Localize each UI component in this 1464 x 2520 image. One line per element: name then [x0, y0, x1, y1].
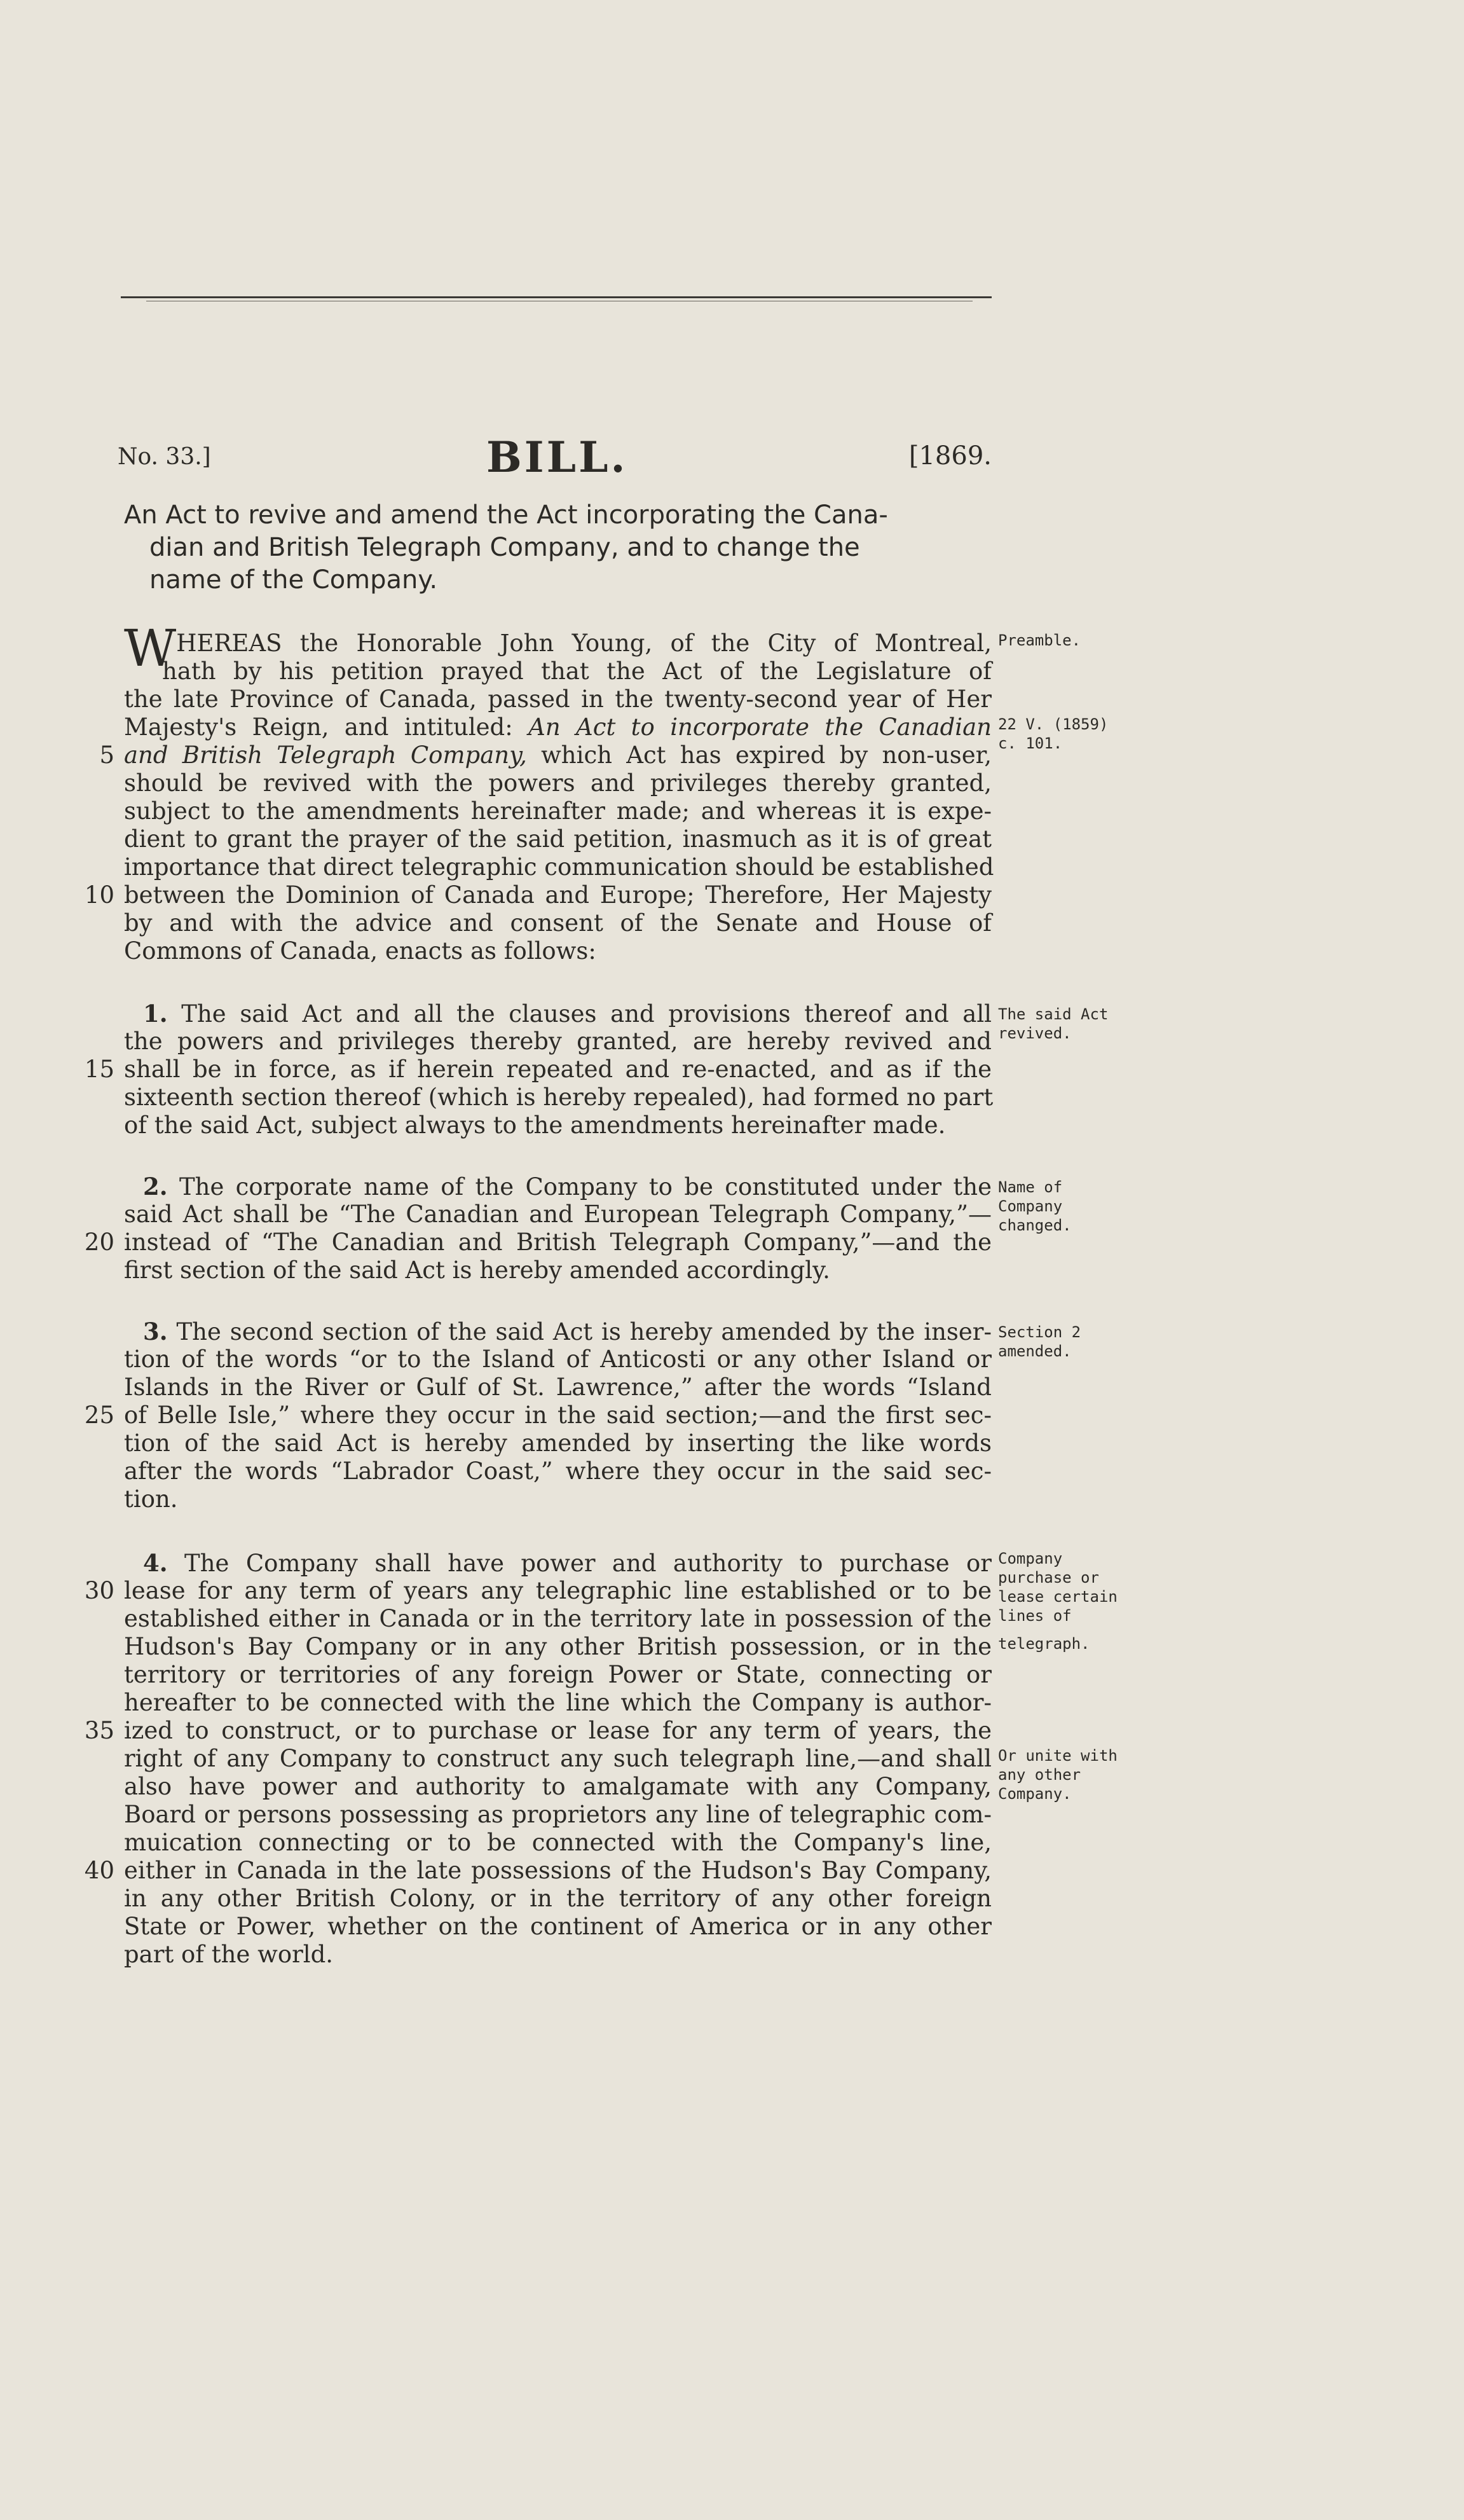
section-2-line: 2. The corporate name of the Company to be constituted under the — [143, 1173, 992, 1201]
margin-note-section-4: any other — [998, 1766, 1081, 1784]
margin-note-section-4: Company — [998, 1550, 1063, 1567]
section-3-line: Islands in the River or Gulf of St. Lawrence,” after the words “Island — [124, 1374, 992, 1401]
section-4-line: hereafter to be connected with the line which the Company is author- — [124, 1689, 992, 1716]
margin-note-section-4: Company. — [998, 1785, 1072, 1803]
section-4-line: established either in Canada or in the territory late in possession of the — [124, 1605, 992, 1632]
preamble-line: Majesty's Reign, and intituled: An Act to incorporate the Canadian — [124, 713, 992, 741]
margin-note-section-2: Company — [998, 1197, 1063, 1215]
section-4-line: in any other British Colony, or in the territory of any other foreign — [124, 1885, 992, 1912]
section-3-line: of Belle Isle,” where they occur in the said section;—and the first sec- — [124, 1401, 992, 1429]
section-4-line: ized to construct, or to purchase or lease for any term of years, the — [124, 1717, 992, 1744]
section-4-line: State or Power, whether on the continent of America or in any other — [124, 1913, 992, 1940]
bill-number: No. 33.] — [118, 444, 211, 470]
bill-header — [118, 432, 992, 483]
preamble-line: between the Dominion of Canada and Europe; Therefore, Her Majesty — [124, 881, 992, 909]
section-3-line: 3. The second section of the said Act is hereby amended by the inser- — [143, 1318, 992, 1346]
section-4-line: territory or territories of any foreign Power or State, connecting or — [124, 1661, 992, 1688]
margin-note-section-4: lines of — [998, 1607, 1072, 1625]
section-3-line: tion of the words “or to the Island of Anticosti or any other Island or — [124, 1346, 992, 1373]
margin-note-section-1: The said Act — [998, 1005, 1109, 1023]
section-1-line: 1. The said Act and all the clauses and provisions thereof and all — [143, 1000, 992, 1028]
title-line: name of the Company. — [149, 565, 438, 595]
preamble-line: dient to grant the prayer of the said petition, inasmuch as it is of great — [124, 825, 992, 853]
margin-note-section-4: purchase or — [998, 1569, 1099, 1587]
line-number: 5 — [99, 741, 114, 769]
section-2-line: instead of “The Canadian and British Telegraph Company,”—and the — [124, 1229, 992, 1256]
preamble-line: hath by his petition prayed that the Act of the Legislature of — [162, 658, 992, 685]
line-number: 20 — [84, 1229, 114, 1256]
top-rule — [121, 296, 992, 298]
margin-note-section-4: Or unite with — [998, 1747, 1118, 1765]
margin-note-section-4: telegraph. — [998, 1635, 1090, 1653]
section-4-line: part of the world. — [124, 1941, 334, 1968]
margin-note-section-4: lease certain — [998, 1588, 1118, 1606]
preamble-line: should be revived with the powers and privileges thereby granted, — [124, 769, 992, 797]
preamble-line: WHEREAS the Honorable John Young, of the City of Montreal, — [124, 619, 992, 678]
section-1-line: the powers and privileges thereby granted, are hereby revived and — [124, 1028, 992, 1055]
line-number: 35 — [84, 1717, 114, 1744]
margin-note-section-2: changed. — [998, 1216, 1072, 1234]
preamble-line: and British Telegraph Company, which Act has expired by non-user, — [124, 741, 992, 769]
margin-note-citation: c. 101. — [998, 734, 1063, 752]
bill-year: [1869. — [908, 441, 992, 471]
section-3-line: after the words “Labrador Coast,” where they occur in the said sec- — [124, 1457, 992, 1485]
section-4-line: also have power and authority to amalgamate with any Company, — [124, 1773, 992, 1800]
section-4-line: Hudson's Bay Company or in any other British possession, or in the — [124, 1633, 992, 1660]
preamble-line: the late Province of Canada, passed in the twenty-second year of Her — [124, 685, 992, 713]
section-4-line: Board or persons possessing as proprietors any line of telegraphic com- — [124, 1801, 992, 1828]
margin-note-citation: 22 V. (1859) — [998, 715, 1109, 733]
section-4-line: 4. The Company shall have power and authority to purchase or — [143, 1549, 992, 1577]
section-3-line: tion of the said Act is hereby amended by inserting the like words — [124, 1429, 992, 1457]
title-line: dian and British Telegraph Company, and to change the — [149, 533, 860, 562]
section-4-line: right of any Company to construct any such telegraph line,—and shall — [124, 1745, 992, 1772]
section-4-line: either in Canada in the late possessions of the Hudson's Bay Company, — [124, 1857, 992, 1884]
line-number: 25 — [84, 1401, 114, 1429]
bill-label: BILL. — [486, 432, 628, 482]
preamble-line: by and with the advice and consent of the Senate and House of — [124, 909, 992, 937]
title-line: An Act to revive and amend the Act incorporating the Cana- — [124, 500, 888, 530]
drop-cap: W — [124, 619, 177, 678]
line-number: 30 — [84, 1577, 114, 1604]
preamble-line: importance that direct telegraphic communication should be established — [124, 853, 994, 881]
section-4-line: lease for any term of years any telegraphic line established or to be — [124, 1577, 992, 1604]
margin-note-preamble: Preamble. — [998, 631, 1081, 649]
margin-note-section-3: Section 2 — [998, 1323, 1081, 1341]
line-number: 15 — [84, 1056, 114, 1083]
section-2-line: said Act shall be “The Canadian and European Telegraph Company,”— — [124, 1201, 992, 1228]
section-1-line: shall be in force, as if herein repeated and re-enacted, and as if the — [124, 1056, 992, 1083]
section-1-line: of the said Act, subject always to the amendments hereinafter made. — [124, 1112, 946, 1139]
section-4-line: muication connecting or to be connected with the Company's line, — [124, 1829, 992, 1856]
line-number: 40 — [84, 1857, 114, 1884]
section-3-line: tion. — [124, 1485, 178, 1513]
preamble-line: subject to the amendments hereinafter made; and whereas it is expe- — [124, 797, 992, 825]
margin-note-section-3: amended. — [998, 1342, 1072, 1360]
margin-note-section-1: revived. — [998, 1024, 1072, 1042]
bill-title — [124, 499, 989, 596]
section-2-line: first section of the said Act is hereby amended accordingly. — [124, 1257, 830, 1284]
section-1-line: sixteenth section thereof (which is hereby repealed), had formed no part — [124, 1084, 994, 1111]
margin-note-section-2: Name of — [998, 1178, 1063, 1196]
line-number: 10 — [84, 881, 114, 909]
preamble-line: Commons of Canada, enacts as follows: — [124, 937, 596, 965]
